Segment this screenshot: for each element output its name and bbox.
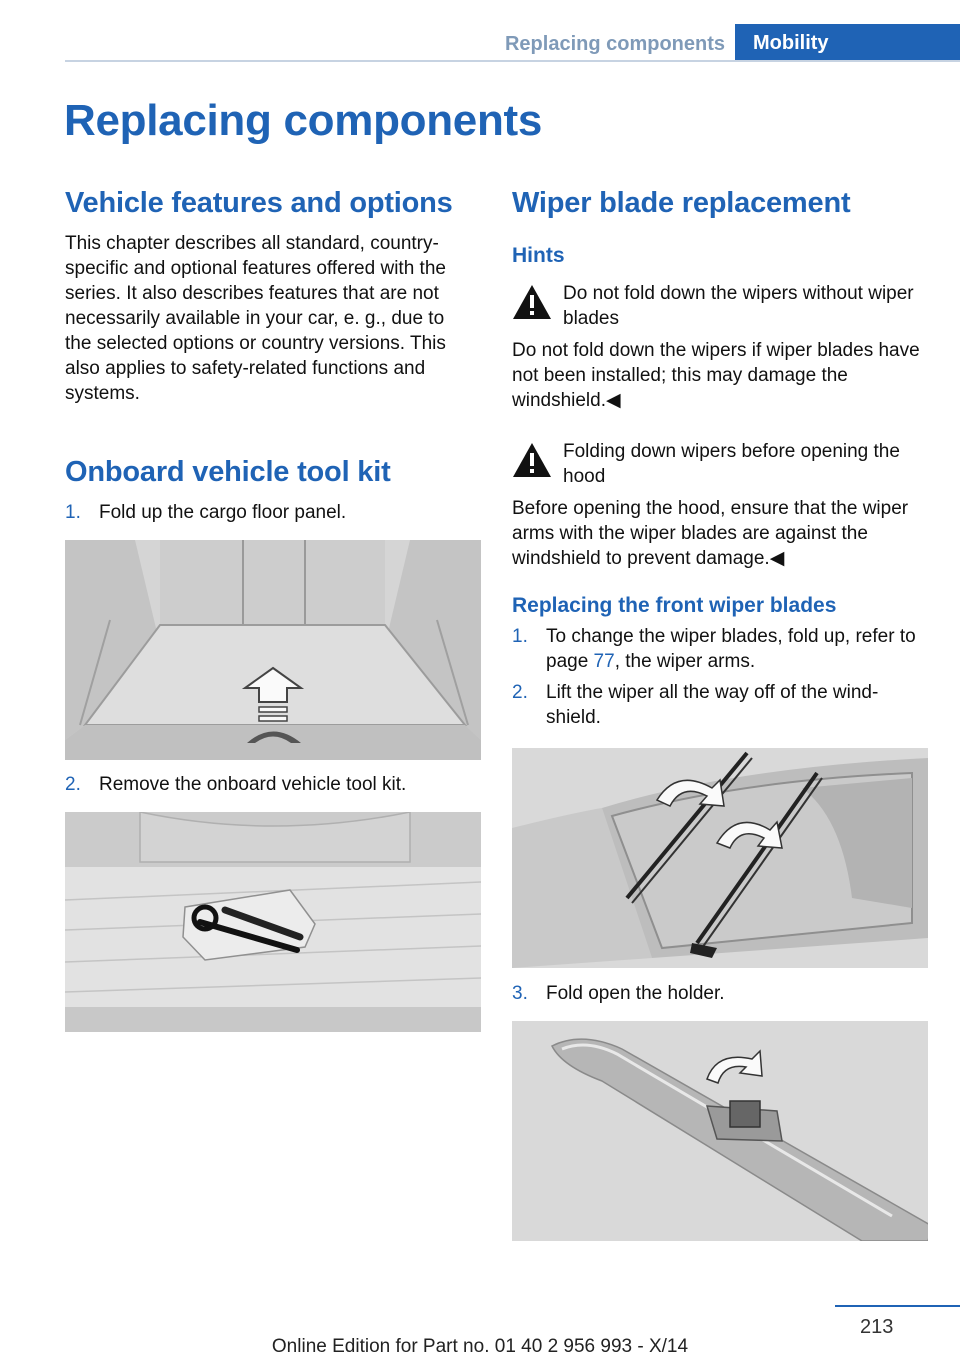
warning-1-body: Do not fold down the wipers if wiper blades have not been installed; this may damage the windshield.◀ (512, 340, 920, 411)
footer-edition: Online Edition for Part no. 01 40 2 956 993 - X/14 (271, 1336, 689, 1357)
warning-2-body: Before opening the hood, ensure that the wiper arms with the wiper blades are against the windshield to prevent damage.◀ (512, 498, 909, 569)
footer-rule (835, 1305, 960, 1307)
step-number: 3. (512, 983, 528, 1004)
step-text: Fold up the cargo floor panel. (99, 502, 347, 523)
warning-1 (512, 281, 928, 331)
step-text: Lift the wiper all the way off of the wind‐shield. (546, 682, 879, 728)
header-rule (65, 60, 960, 62)
step-text-pre: To change the wiper blades, fold up, refer to page (546, 626, 916, 672)
step-text-post: , the wiper arms. (614, 651, 756, 672)
replace-step-2 (512, 680, 928, 730)
warning-2-title: Folding down wipers before opening the hood (563, 441, 900, 487)
page-title: Replacing components (64, 96, 543, 145)
warning-triangle-icon (512, 283, 552, 321)
cargo-floor-figure (65, 540, 481, 760)
wiper-heading: Wiper blade replacement (512, 187, 851, 219)
replace-step-3 (512, 981, 928, 1006)
replace-heading: Replacing the front wiper blades (512, 594, 837, 617)
replace-steps-cont (512, 981, 928, 1006)
toolkit-steps (65, 500, 481, 525)
wiper-holder-illustration (512, 1021, 928, 1241)
warning-triangle-icon (512, 441, 552, 479)
warning-2 (512, 439, 928, 489)
step-text: Fold open the holder. (546, 983, 725, 1004)
step-number: 2. (65, 774, 81, 795)
step-number: 1. (512, 626, 528, 647)
tool-kit-illustration (65, 812, 481, 1032)
features-paragraph: This chapter describes all standard, country-specific and optional features offered with the series. It also describes features that are not necessarily available in your car, e. g., due to the selected options or country versions. This also applies to safety-related functions and systems. (65, 233, 446, 404)
tool-kit-figure (65, 812, 481, 1032)
cargo-floor-illustration (65, 540, 481, 760)
hints-heading: Hints (512, 244, 565, 267)
header-section-title: Replacing components (504, 33, 726, 55)
step-number: 1. (65, 502, 81, 523)
toolkit-steps-cont (65, 772, 481, 797)
page-number: 213 (860, 1316, 894, 1338)
toolkit-step-1 (65, 500, 481, 525)
toolkit-heading: Onboard vehicle tool kit (65, 456, 391, 488)
page-link[interactable]: 77 (593, 651, 615, 672)
step-number: 2. (512, 682, 528, 703)
toolkit-step-2 (65, 772, 481, 797)
replace-steps (512, 624, 928, 730)
left-column (65, 180, 481, 1032)
right-column (512, 180, 928, 1241)
step-text: Remove the onboard vehicle tool kit. (99, 774, 407, 795)
warning-1-title: Do not fold down the wipers without wiper blades (563, 283, 914, 329)
header-chapter-tab: Mobility (735, 24, 960, 62)
wiper-holder-figure (512, 1021, 928, 1241)
replace-step-1 (512, 624, 928, 674)
wiper-arms-illustration (512, 748, 928, 968)
features-heading: Vehicle features and options (65, 187, 453, 219)
wiper-arms-figure (512, 748, 928, 968)
